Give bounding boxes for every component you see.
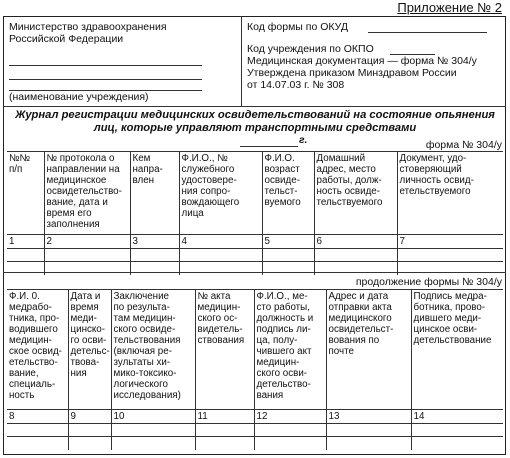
- col-header-9: Дата и время меди- цинско- го осви- детельс- твова- ния: [68, 290, 111, 410]
- table-cell[interactable]: [68, 424, 111, 437]
- col-header-14: Подпись медра- ботника, прово- дившего меди- цинское осви- детельствование: [411, 290, 503, 410]
- col-header-5: Ф.И.О. возраст освиде- тельст- вуемого: [262, 152, 314, 235]
- okud-line: [368, 32, 487, 33]
- table-cell[interactable]: [195, 437, 254, 450]
- table-cell[interactable]: [254, 424, 326, 437]
- table-cell[interactable]: [111, 424, 195, 437]
- col-header-13: Адрес и дата отправки акта медицинского освидетельст- вования по почте: [326, 290, 411, 410]
- table-cell[interactable]: [7, 249, 44, 262]
- col-number: 10: [111, 410, 195, 424]
- col-number: 9: [68, 410, 111, 424]
- col-number: 6: [314, 235, 397, 249]
- journal-title-line2: лиц, которые управляют транспортными средствами: [93, 122, 417, 134]
- table-cell[interactable]: [195, 424, 254, 437]
- table-cell[interactable]: [326, 437, 411, 450]
- title-separator: [3, 106, 506, 107]
- table-cell[interactable]: [262, 249, 314, 262]
- col-number: 13: [326, 410, 411, 424]
- table-cell[interactable]: [411, 424, 503, 437]
- journal-title-line1: Журнал регистрации медицинских освидетельствований на состояние опьянения: [15, 109, 495, 121]
- table-cell[interactable]: [44, 249, 130, 262]
- table-cell[interactable]: [130, 249, 179, 262]
- col-header-3: Кем напра- влен: [130, 152, 179, 235]
- col-header-12: Ф.И.О., ме- сто работы, должность и подпись ли- ца, полу- чившего акт медицин- ского осви- детельство- вания: [254, 290, 326, 410]
- col-header-7: Документ, удо- стоверяющий личность освид- етельствуемого: [397, 152, 503, 235]
- col-number: 1: [7, 235, 44, 249]
- col-number: 14: [411, 410, 503, 424]
- journal-table-part1: [7, 151, 503, 275]
- col-number: 3: [130, 235, 179, 249]
- table-cell[interactable]: [68, 437, 111, 450]
- med-doc-label: Медицинская документация — форма № 304/у: [247, 55, 477, 67]
- table-cell[interactable]: [314, 249, 397, 262]
- okpo-label: Код учреждения по ОКПО: [247, 43, 374, 55]
- table-cell[interactable]: [7, 424, 68, 437]
- col-number: 4: [179, 235, 262, 249]
- ministry-line2: Российской Федерации: [9, 33, 124, 45]
- col-number: 12: [254, 410, 326, 424]
- year-line: [240, 146, 298, 147]
- col-number: 7: [397, 235, 503, 249]
- table-cell[interactable]: [411, 437, 503, 450]
- part-separator: [3, 272, 506, 273]
- col-header-11: № акта медицин- ского ос- видетель- ствования: [195, 290, 254, 410]
- okud-label: Код формы по ОКУД: [247, 21, 348, 33]
- table-cell[interactable]: [179, 249, 262, 262]
- col-header-10: Заключение по результа- там медицин- ского освиде- тельствования (включая ре- зультаты хи- мико-токсико- логического исследования): [111, 290, 195, 410]
- institution-caption: (наименование учреждения): [9, 91, 149, 103]
- institution-line-3: [9, 90, 202, 91]
- approved-label: Утверждена приказом Минздравом России: [247, 67, 457, 79]
- table-cell[interactable]: [397, 249, 503, 262]
- table-cell[interactable]: [7, 437, 68, 450]
- ministry-line1: Министерство здравоохранения: [9, 21, 167, 33]
- appendix-label: Приложение № 2: [397, 0, 502, 15]
- form-continuation-label: продолжение формы № 304/у: [355, 276, 502, 288]
- journal-table-part2: [7, 289, 503, 450]
- table-cell[interactable]: [111, 437, 195, 450]
- col-header-8: Ф.И. 0. медрабо- тника, про- водившего медицин- ское освид- етельство- вание, специаль- ность: [7, 290, 68, 410]
- col-number: 2: [44, 235, 130, 249]
- col-header-2: № протокола о направлении на медицинское освидетельство- вание, дата и время его заполнения: [44, 152, 130, 235]
- header-divider: [241, 16, 242, 106]
- approval-date: от 14.07.03 г. № 308: [247, 79, 345, 91]
- institution-line-2: [9, 79, 202, 80]
- col-number: 5: [262, 235, 314, 249]
- col-header-1: №№ п/п: [7, 152, 44, 235]
- col-header-4: Ф.И.О., № служебного удостовере- ния сопро- вождающего лица: [179, 152, 262, 235]
- table-cell[interactable]: [254, 437, 326, 450]
- year-suffix: г.: [299, 134, 308, 146]
- col-header-6: Домашний адрес, место работы, долж- ность освиде- тельствуемого: [314, 152, 397, 235]
- col-number: 11: [195, 410, 254, 424]
- col-number: 8: [7, 410, 68, 424]
- form-number-label: форма № 304/у: [425, 139, 502, 151]
- table-cell[interactable]: [326, 424, 411, 437]
- institution-line-1: [9, 65, 202, 66]
